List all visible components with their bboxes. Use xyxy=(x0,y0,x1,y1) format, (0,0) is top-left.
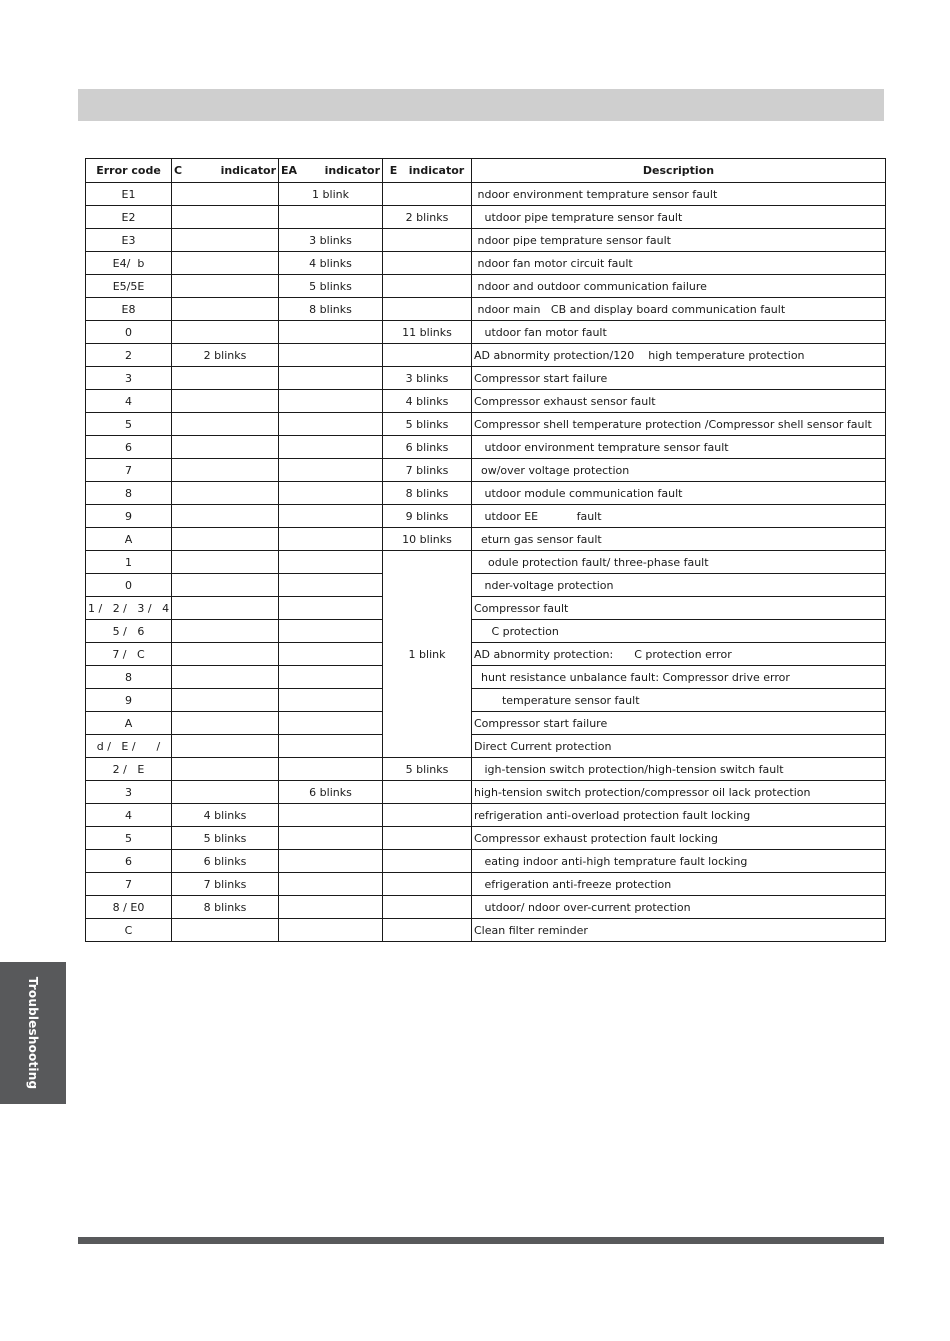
cell-ea-indicator xyxy=(279,804,383,827)
cell-ea-indicator xyxy=(279,850,383,873)
table-row xyxy=(86,183,886,206)
table-row xyxy=(86,229,886,252)
cell-e-indicator: 5 blinks xyxy=(383,413,472,436)
cell-description: ow/over voltage protection xyxy=(472,459,886,482)
table-row xyxy=(86,344,886,367)
section-header-bar xyxy=(78,89,884,121)
cell-e-indicator xyxy=(383,873,472,896)
cell-error-code: 4 xyxy=(86,390,172,413)
cell-error-code: 8 xyxy=(86,482,172,505)
cell-c-indicator xyxy=(172,712,279,735)
cell-c-indicator xyxy=(172,298,279,321)
cell-description: eturn gas sensor fault xyxy=(472,528,886,551)
cell-error-code: 1 xyxy=(86,551,172,574)
cell-c-indicator: 4 blinks xyxy=(172,804,279,827)
cell-error-code: E3 xyxy=(86,229,172,252)
cell-c-indicator xyxy=(172,620,279,643)
cell-description: utdoor fan motor fault xyxy=(472,321,886,344)
cell-description: odule protection fault/ three-phase fault xyxy=(472,551,886,574)
cell-error-code: 7 / C xyxy=(86,643,172,666)
cell-ea-indicator xyxy=(279,689,383,712)
cell-ea-indicator xyxy=(279,482,383,505)
cell-ea-indicator: 6 blinks xyxy=(279,781,383,804)
cell-description: igh-tension switch protection/high-tension switch fault xyxy=(472,758,886,781)
side-tab-label: Troubleshooting xyxy=(26,976,40,1090)
table-row xyxy=(86,597,886,620)
cell-c-indicator: 5 blinks xyxy=(172,827,279,850)
cell-c-indicator: 7 blinks xyxy=(172,873,279,896)
cell-description: AD abnormity protection: C protection error xyxy=(472,643,886,666)
cell-ea-indicator xyxy=(279,896,383,919)
cell-ea-indicator xyxy=(279,413,383,436)
table-row xyxy=(86,712,886,735)
cell-description: efrigeration anti-freeze protection xyxy=(472,873,886,896)
cell-e-indicator: 3 blinks xyxy=(383,367,472,390)
table-row xyxy=(86,390,886,413)
cell-ea-indicator xyxy=(279,758,383,781)
table-row xyxy=(86,551,886,574)
cell-e-indicator xyxy=(383,827,472,850)
table-row xyxy=(86,574,886,597)
table-row xyxy=(86,873,886,896)
cell-error-code: 0 xyxy=(86,321,172,344)
header-description: Description xyxy=(472,159,886,183)
cell-ea-indicator xyxy=(279,620,383,643)
cell-c-indicator xyxy=(172,666,279,689)
cell-description: high-tension switch protection/compressor oil lack protection xyxy=(472,781,886,804)
table-row xyxy=(86,206,886,229)
cell-c-indicator: 8 blinks xyxy=(172,896,279,919)
cell-error-code: A xyxy=(86,712,172,735)
cell-ea-indicator xyxy=(279,666,383,689)
cell-error-code: 8 / E0 xyxy=(86,896,172,919)
cell-error-code: E8 xyxy=(86,298,172,321)
header-ea-label: EA xyxy=(281,164,298,177)
header-error-code: Error code xyxy=(86,159,172,183)
cell-description: utdoor environment temprature sensor fault xyxy=(472,436,886,459)
cell-c-indicator xyxy=(172,206,279,229)
cell-ea-indicator xyxy=(279,551,383,574)
cell-error-code: 3 xyxy=(86,781,172,804)
footer-bar xyxy=(78,1237,884,1244)
cell-description: ndoor pipe temprature sensor fault xyxy=(472,229,886,252)
cell-error-code: 6 xyxy=(86,850,172,873)
table-row xyxy=(86,482,886,505)
cell-ea-indicator: 8 blinks xyxy=(279,298,383,321)
cell-c-indicator xyxy=(172,574,279,597)
cell-ea-indicator: 1 blink xyxy=(279,183,383,206)
header-ea-suffix: indicator xyxy=(324,164,380,177)
cell-c-indicator xyxy=(172,275,279,298)
cell-c-indicator xyxy=(172,643,279,666)
cell-description: ndoor fan motor circuit fault xyxy=(472,252,886,275)
cell-c-indicator xyxy=(172,505,279,528)
cell-description: utdoor/ ndoor over-current protection xyxy=(472,896,886,919)
header-ea-indicator xyxy=(279,159,383,183)
cell-description: utdoor module communication fault xyxy=(472,482,886,505)
cell-c-indicator xyxy=(172,551,279,574)
cell-c-indicator xyxy=(172,183,279,206)
cell-description: hunt resistance unbalance fault: Compressor drive error xyxy=(472,666,886,689)
cell-c-indicator xyxy=(172,758,279,781)
header-e-indicator: E indicator xyxy=(383,159,472,183)
table-row xyxy=(86,436,886,459)
cell-e-indicator xyxy=(383,896,472,919)
cell-ea-indicator xyxy=(279,873,383,896)
header-c-label: C xyxy=(174,164,183,177)
cell-description: Compressor start failure xyxy=(472,367,886,390)
cell-e-indicator xyxy=(383,919,472,942)
cell-description: AD abnormity protection/120 high temperature protection xyxy=(472,344,886,367)
cell-description: utdoor EE fault xyxy=(472,505,886,528)
cell-e-indicator-merged: 1 blink xyxy=(383,551,472,758)
cell-c-indicator xyxy=(172,229,279,252)
cell-error-code: 6 xyxy=(86,436,172,459)
cell-e-indicator xyxy=(383,850,472,873)
cell-e-indicator: 11 blinks xyxy=(383,321,472,344)
cell-e-indicator: 2 blinks xyxy=(383,206,472,229)
cell-error-code: 5 xyxy=(86,413,172,436)
cell-error-code: 1 / 2 / 3 / 4 xyxy=(86,597,172,620)
table-header-row xyxy=(86,159,886,183)
cell-e-indicator: 4 blinks xyxy=(383,390,472,413)
cell-error-code: d / E / / xyxy=(86,735,172,758)
table-row xyxy=(86,689,886,712)
side-tab-troubleshooting xyxy=(0,962,66,1104)
cell-error-code: E1 xyxy=(86,183,172,206)
cell-e-indicator: 9 blinks xyxy=(383,505,472,528)
cell-c-indicator xyxy=(172,597,279,620)
cell-e-indicator xyxy=(383,183,472,206)
cell-e-indicator: 8 blinks xyxy=(383,482,472,505)
cell-c-indicator xyxy=(172,252,279,275)
cell-e-indicator xyxy=(383,252,472,275)
cell-c-indicator xyxy=(172,919,279,942)
header-c-indicator xyxy=(172,159,279,183)
cell-c-indicator xyxy=(172,413,279,436)
table-row xyxy=(86,321,886,344)
cell-ea-indicator xyxy=(279,643,383,666)
cell-description: refrigeration anti-overload protection fault locking xyxy=(472,804,886,827)
cell-ea-indicator xyxy=(279,321,383,344)
cell-e-indicator xyxy=(383,804,472,827)
cell-e-indicator xyxy=(383,275,472,298)
cell-e-indicator: 10 blinks xyxy=(383,528,472,551)
cell-error-code: 2 / E xyxy=(86,758,172,781)
cell-description: ndoor and outdoor communication failure xyxy=(472,275,886,298)
cell-error-code: 9 xyxy=(86,689,172,712)
cell-e-indicator: 7 blinks xyxy=(383,459,472,482)
cell-description: nder-voltage protection xyxy=(472,574,886,597)
cell-ea-indicator xyxy=(279,459,383,482)
cell-c-indicator xyxy=(172,781,279,804)
table-row xyxy=(86,850,886,873)
cell-c-indicator xyxy=(172,735,279,758)
cell-error-code: 5 / 6 xyxy=(86,620,172,643)
cell-ea-indicator xyxy=(279,574,383,597)
table-row xyxy=(86,459,886,482)
table-row xyxy=(86,896,886,919)
cell-ea-indicator xyxy=(279,827,383,850)
cell-ea-indicator xyxy=(279,436,383,459)
table-row xyxy=(86,298,886,321)
cell-c-indicator xyxy=(172,528,279,551)
cell-error-code: 8 xyxy=(86,666,172,689)
table-row xyxy=(86,413,886,436)
cell-error-code: 4 xyxy=(86,804,172,827)
cell-error-code: C xyxy=(86,919,172,942)
cell-ea-indicator xyxy=(279,505,383,528)
cell-e-indicator xyxy=(383,229,472,252)
cell-description: C protection xyxy=(472,620,886,643)
cell-error-code: 9 xyxy=(86,505,172,528)
cell-error-code: 2 xyxy=(86,344,172,367)
cell-c-indicator xyxy=(172,367,279,390)
cell-ea-indicator xyxy=(279,528,383,551)
cell-description: Compressor exhaust protection fault locking xyxy=(472,827,886,850)
cell-c-indicator xyxy=(172,436,279,459)
cell-c-indicator xyxy=(172,390,279,413)
table-row xyxy=(86,827,886,850)
cell-description: eating indoor anti-high temprature fault locking xyxy=(472,850,886,873)
cell-ea-indicator xyxy=(279,712,383,735)
table-row xyxy=(86,367,886,390)
table-row xyxy=(86,252,886,275)
cell-c-indicator: 2 blinks xyxy=(172,344,279,367)
cell-description: temperature sensor fault xyxy=(472,689,886,712)
table-row xyxy=(86,804,886,827)
cell-description: Direct Current protection xyxy=(472,735,886,758)
table-row xyxy=(86,620,886,643)
cell-c-indicator xyxy=(172,459,279,482)
cell-error-code: 7 xyxy=(86,459,172,482)
cell-description: Clean filter reminder xyxy=(472,919,886,942)
cell-ea-indicator xyxy=(279,597,383,620)
table-row xyxy=(86,735,886,758)
table-row xyxy=(86,643,886,666)
header-c-suffix: indicator xyxy=(220,164,276,177)
cell-c-indicator xyxy=(172,321,279,344)
table-row xyxy=(86,919,886,942)
cell-error-code: E5/5E xyxy=(86,275,172,298)
cell-description: Compressor shell temperature protection /Compressor shell sensor fault xyxy=(472,413,886,436)
cell-e-indicator xyxy=(383,344,472,367)
cell-ea-indicator xyxy=(279,206,383,229)
table-row xyxy=(86,505,886,528)
cell-e-indicator xyxy=(383,298,472,321)
cell-error-code: 3 xyxy=(86,367,172,390)
cell-ea-indicator xyxy=(279,367,383,390)
cell-ea-indicator xyxy=(279,344,383,367)
cell-c-indicator xyxy=(172,689,279,712)
table-row xyxy=(86,758,886,781)
cell-ea-indicator: 5 blinks xyxy=(279,275,383,298)
cell-error-code: E2 xyxy=(86,206,172,229)
cell-e-indicator: 5 blinks xyxy=(383,758,472,781)
cell-error-code: 0 xyxy=(86,574,172,597)
cell-e-indicator xyxy=(383,781,472,804)
cell-error-code: 7 xyxy=(86,873,172,896)
cell-e-indicator: 6 blinks xyxy=(383,436,472,459)
table-row xyxy=(86,528,886,551)
cell-error-code: 5 xyxy=(86,827,172,850)
cell-error-code: E4/ b xyxy=(86,252,172,275)
table-row xyxy=(86,781,886,804)
cell-description: Compressor start failure xyxy=(472,712,886,735)
cell-c-indicator xyxy=(172,482,279,505)
cell-ea-indicator: 4 blinks xyxy=(279,252,383,275)
cell-description: Compressor fault xyxy=(472,597,886,620)
cell-description: utdoor pipe temprature sensor fault xyxy=(472,206,886,229)
cell-description: ndoor environment temprature sensor fault xyxy=(472,183,886,206)
table-row xyxy=(86,666,886,689)
cell-description: Compressor exhaust sensor fault xyxy=(472,390,886,413)
cell-c-indicator: 6 blinks xyxy=(172,850,279,873)
cell-ea-indicator xyxy=(279,390,383,413)
cell-description: ndoor main CB and display board communication fault xyxy=(472,298,886,321)
cell-ea-indicator: 3 blinks xyxy=(279,229,383,252)
table-row xyxy=(86,275,886,298)
cell-ea-indicator xyxy=(279,735,383,758)
cell-ea-indicator xyxy=(279,919,383,942)
cell-error-code: A xyxy=(86,528,172,551)
error-code-table xyxy=(85,158,886,942)
